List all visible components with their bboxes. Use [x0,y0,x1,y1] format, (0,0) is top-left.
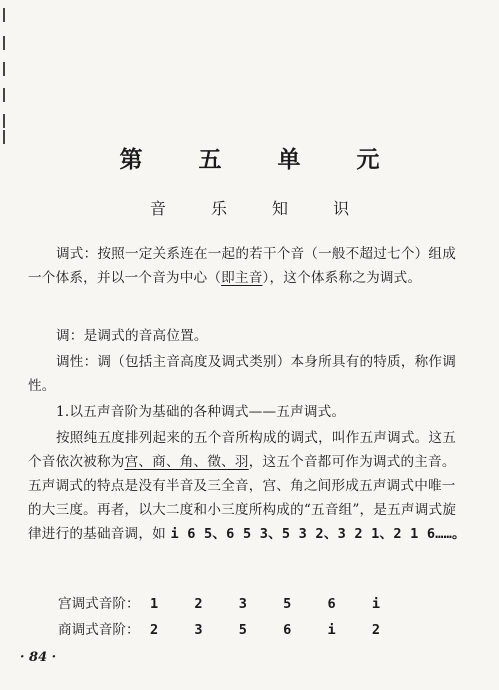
scale-line-gong [58,592,394,612]
paragraph-pentatonic-description [28,426,468,546]
scale-line-shang [58,618,394,638]
paragraph-text: ，这五个音都可作为调式的主音。五声调式的特点是没有半音及三全音，宫、角之间形成五声调式中唯一的大三度。再者，以大二度和小三度所构成的“五音组”，是五声调式旋律进行的基础音调，如 [28,454,457,542]
section-title: 音 乐 知 识 [149,199,370,218]
chapter-title: 第 五 单 元 [119,147,404,173]
underlined-note-names: 宫、商、角、徵、羽 [124,454,249,470]
paragraph-mode-definition [28,242,468,290]
paragraph-text: ），这个体系称之为调式。 [262,270,422,286]
paragraph-text: 调式：按照一定关系连在一起的若干个音（一般不超过七个）组成一个体系，并以一个音为中心（ [28,246,457,286]
margin-marks [3,0,7,150]
paragraph-key-definition: 调：是调式的音高位置。 [56,328,208,344]
scale-label: 商调式音阶： [58,622,140,638]
scale-notes: 1 2 3 5 6 i [150,596,395,612]
paragraph-pentatonic-heading: 1.以五声音阶为基础的各种调式——五声调式。 [56,404,346,420]
paragraph-text: 按照纯五度排列起来的五个音所构成的调式，叫作五声调式。这五个音依次被称为 [28,430,457,470]
underlined-tonic: 即主音 [221,270,263,286]
page-number: · 84 · [20,650,57,665]
scale-notes: 2 3 5 6 i 2 [150,622,395,638]
note-groups: i 6 5、6 5 3、5 3 2、3 2 1、2 1 6……。 [170,526,466,542]
paragraph-tonality-definition: 调性：调（包括主音高度及调式类别）本身所具有的特质，称作调性。 [28,354,457,394]
scale-label: 宫调式音阶： [58,596,140,612]
